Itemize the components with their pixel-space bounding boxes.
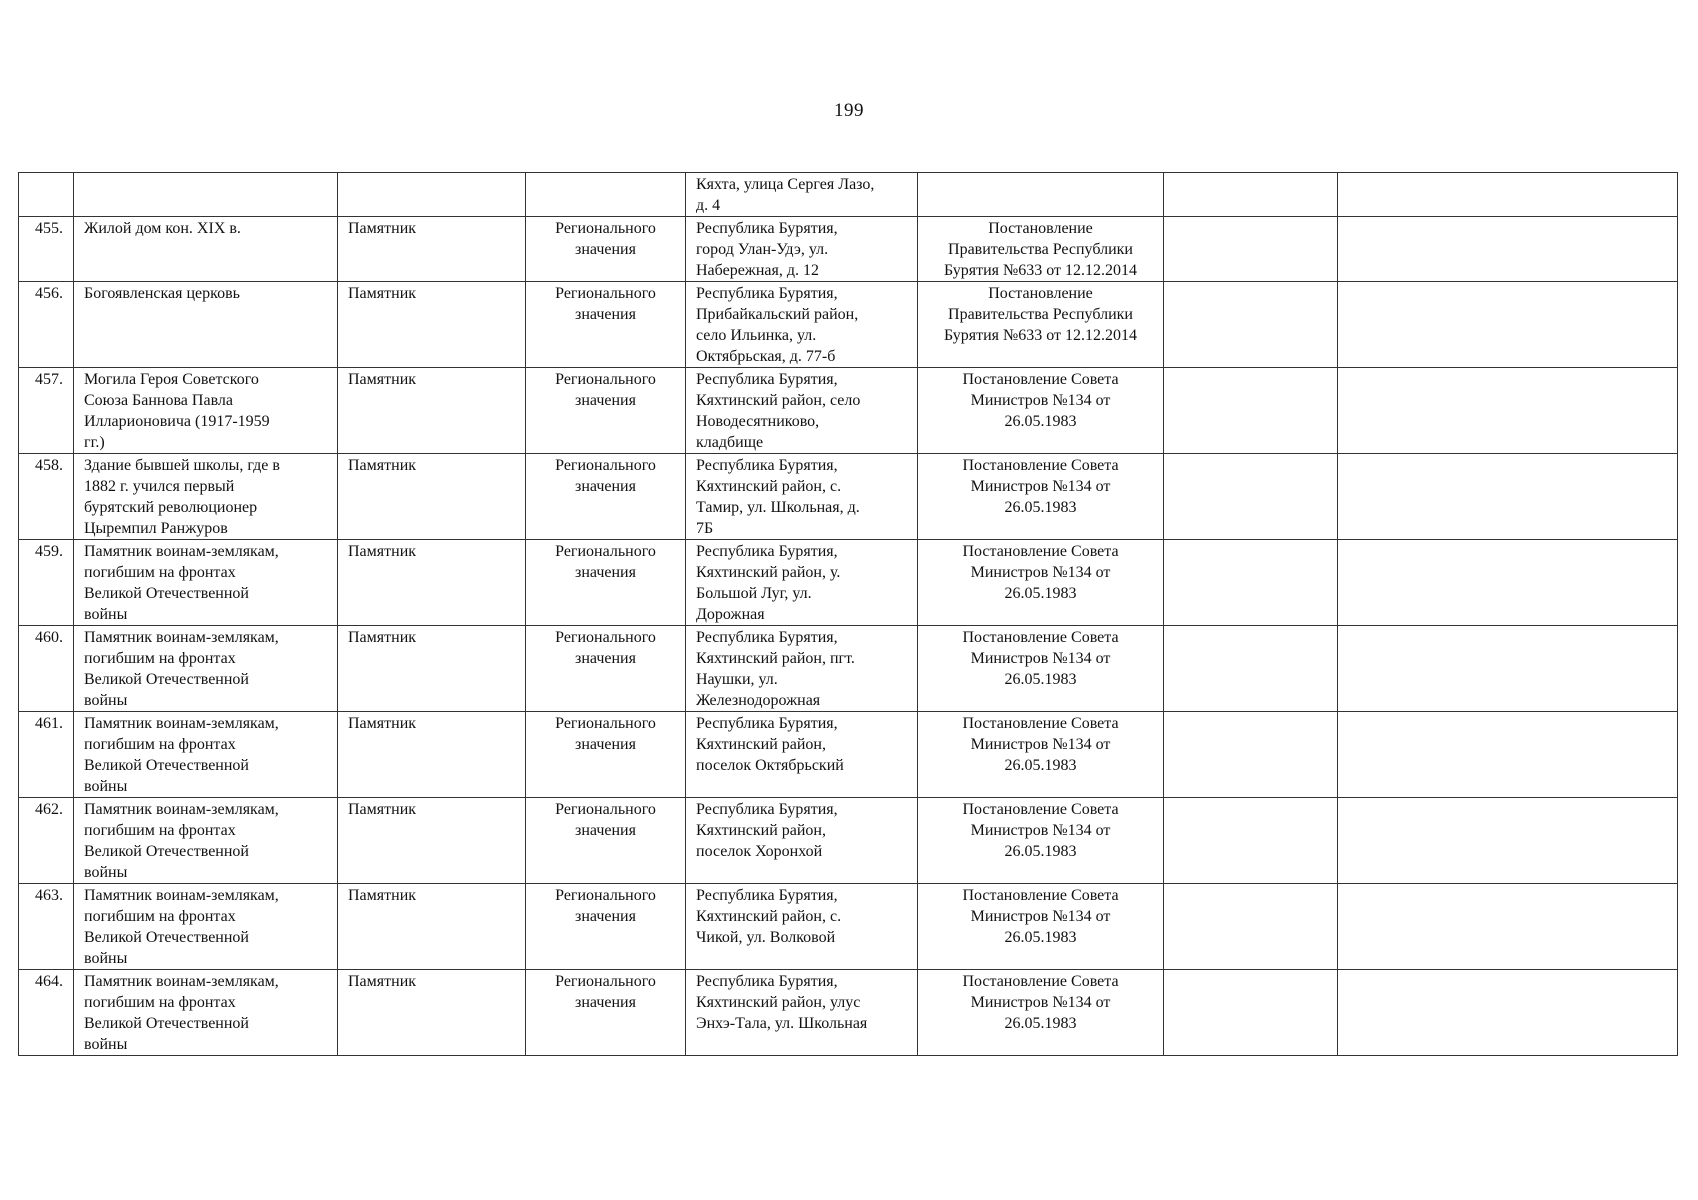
cell-significance: Регионального значения	[526, 217, 686, 282]
cell-address: Республика Бурятия, Кяхтинский район, поселок Октябрьский	[686, 712, 918, 798]
cell-extra-2	[1338, 282, 1678, 368]
cell-extra-2	[1338, 540, 1678, 626]
cell-extra-2	[1338, 217, 1678, 282]
cell-name: Памятник воинам-землякам, погибшим на фронтах Великой Отечественной войны	[74, 884, 338, 970]
table-row	[19, 970, 1678, 1056]
cell-document: Постановление Правительства Республики Бурятия №633 от 12.12.2014	[918, 282, 1164, 368]
cell-extra-1	[1164, 217, 1338, 282]
cell-type	[338, 173, 526, 217]
table-row	[19, 712, 1678, 798]
cell-type: Памятник	[338, 368, 526, 454]
cell-document: Постановление Совета Министров №134 от 26.05.1983	[918, 626, 1164, 712]
cell-extra-2	[1338, 884, 1678, 970]
cell-extra-2	[1338, 970, 1678, 1056]
cell-type: Памятник	[338, 884, 526, 970]
cell-document: Постановление Совета Министров №134 от 26.05.1983	[918, 712, 1164, 798]
cell-address: Республика Бурятия, Кяхтинский район, у. Большой Луг, ул. Дорожная	[686, 540, 918, 626]
cell-document: Постановление Совета Министров №134 от 26.05.1983	[918, 540, 1164, 626]
cell-name: Жилой дом кон. XIX в.	[74, 217, 338, 282]
page-number: 199	[834, 100, 864, 121]
cell-name: Памятник воинам-землякам, погибшим на фронтах Великой Отечественной войны	[74, 798, 338, 884]
cell-name: Богоявленская церковь	[74, 282, 338, 368]
cell-number: 460.	[19, 626, 74, 712]
cell-address: Республика Бурятия, Кяхтинский район, с. Тамир, ул. Школьная, д. 7Б	[686, 454, 918, 540]
cell-type: Памятник	[338, 282, 526, 368]
cell-number: 462.	[19, 798, 74, 884]
cell-extra-1	[1164, 970, 1338, 1056]
cell-type: Памятник	[338, 798, 526, 884]
cell-extra-2	[1338, 368, 1678, 454]
cell-address: Республика Бурятия, Кяхтинский район, улус Энхэ-Тала, ул. Школьная	[686, 970, 918, 1056]
cell-type: Памятник	[338, 454, 526, 540]
cell-address: Республика Бурятия, Кяхтинский район, село Новодесятниково, кладбище	[686, 368, 918, 454]
cell-document: Постановление Правительства Республики Бурятия №633 от 12.12.2014	[918, 217, 1164, 282]
cell-address: Республика Бурятия, город Улан-Удэ, ул. Набережная, д. 12	[686, 217, 918, 282]
cell-extra-2	[1338, 712, 1678, 798]
cell-number: 456.	[19, 282, 74, 368]
cell-significance: Регионального значения	[526, 282, 686, 368]
cell-document: Постановление Совета Министров №134 от 26.05.1983	[918, 884, 1164, 970]
heritage-registry-table	[18, 172, 1678, 1056]
cell-extra-2	[1338, 798, 1678, 884]
cell-name: Могила Героя Советского Союза Баннова Павла Илларионовича (1917-1959 гг.)	[74, 368, 338, 454]
cell-type: Памятник	[338, 626, 526, 712]
table-row	[19, 173, 1678, 217]
cell-extra-1	[1164, 454, 1338, 540]
cell-name: Памятник воинам-землякам, погибшим на фронтах Великой Отечественной войны	[74, 540, 338, 626]
cell-significance: Регионального значения	[526, 970, 686, 1056]
cell-number: 461.	[19, 712, 74, 798]
cell-document: Постановление Совета Министров №134 от 26.05.1983	[918, 368, 1164, 454]
table-row	[19, 217, 1678, 282]
cell-significance: Регионального значения	[526, 454, 686, 540]
cell-extra-1	[1164, 712, 1338, 798]
cell-extra-1	[1164, 173, 1338, 217]
table-row	[19, 282, 1678, 368]
cell-number: 458.	[19, 454, 74, 540]
cell-extra-2	[1338, 173, 1678, 217]
cell-significance: Регионального значения	[526, 540, 686, 626]
cell-document: Постановление Совета Министров №134 от 26.05.1983	[918, 798, 1164, 884]
cell-significance: Регионального значения	[526, 626, 686, 712]
cell-number: 464.	[19, 970, 74, 1056]
cell-address: Республика Бурятия, Кяхтинский район, поселок Хоронхой	[686, 798, 918, 884]
cell-name: Памятник воинам-землякам, погибшим на фронтах Великой Отечественной войны	[74, 970, 338, 1056]
cell-address: Республика Бурятия, Прибайкальский район, село Ильинка, ул. Октябрьская, д. 77-б	[686, 282, 918, 368]
cell-extra-2	[1338, 626, 1678, 712]
table-row	[19, 454, 1678, 540]
cell-significance: Регионального значения	[526, 368, 686, 454]
cell-name	[74, 173, 338, 217]
cell-document: Постановление Совета Министров №134 от 26.05.1983	[918, 970, 1164, 1056]
cell-number: 459.	[19, 540, 74, 626]
table-row	[19, 798, 1678, 884]
table-row	[19, 626, 1678, 712]
cell-type: Памятник	[338, 217, 526, 282]
cell-address: Республика Бурятия, Кяхтинский район, с. Чикой, ул. Волковой	[686, 884, 918, 970]
table-row	[19, 884, 1678, 970]
table-row	[19, 368, 1678, 454]
cell-significance: Регионального значения	[526, 712, 686, 798]
table-body	[19, 173, 1678, 1056]
cell-extra-2	[1338, 454, 1678, 540]
cell-name: Памятник воинам-землякам, погибшим на фронтах Великой Отечественной войны	[74, 626, 338, 712]
cell-number: 457.	[19, 368, 74, 454]
cell-type: Памятник	[338, 540, 526, 626]
cell-address: Кяхта, улица Сергея Лазо, д. 4	[686, 173, 918, 217]
cell-significance: Регионального значения	[526, 884, 686, 970]
cell-extra-1	[1164, 626, 1338, 712]
cell-number: 463.	[19, 884, 74, 970]
cell-extra-1	[1164, 368, 1338, 454]
cell-extra-1	[1164, 540, 1338, 626]
table-row	[19, 540, 1678, 626]
cell-address: Республика Бурятия, Кяхтинский район, пгт. Наушки, ул. Железнодорожная	[686, 626, 918, 712]
cell-extra-1	[1164, 798, 1338, 884]
cell-name: Здание бывшей школы, где в 1882 г. учился первый бурятский революционер Цыремпил Ранжуров	[74, 454, 338, 540]
cell-name: Памятник воинам-землякам, погибшим на фронтах Великой Отечественной войны	[74, 712, 338, 798]
cell-number	[19, 173, 74, 217]
cell-extra-1	[1164, 884, 1338, 970]
cell-significance: Регионального значения	[526, 798, 686, 884]
cell-document: Постановление Совета Министров №134 от 26.05.1983	[918, 454, 1164, 540]
cell-document	[918, 173, 1164, 217]
cell-extra-1	[1164, 282, 1338, 368]
cell-type: Памятник	[338, 712, 526, 798]
cell-significance	[526, 173, 686, 217]
cell-number: 455.	[19, 217, 74, 282]
cell-type: Памятник	[338, 970, 526, 1056]
